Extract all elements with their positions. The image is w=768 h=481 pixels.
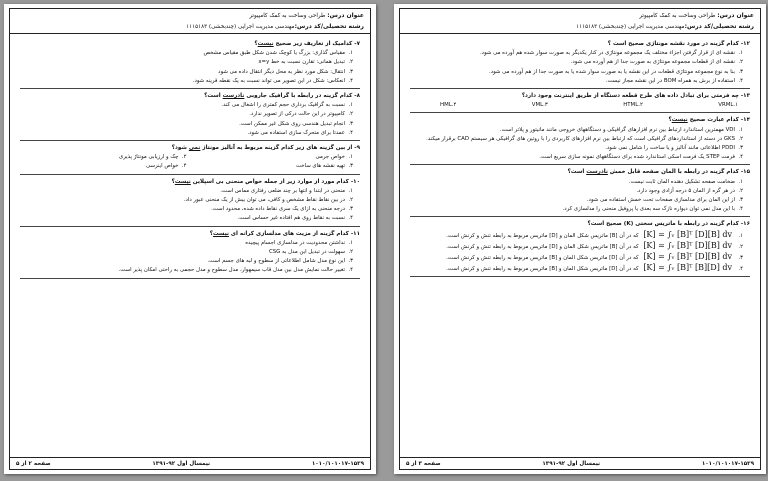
- option-text: که در آن [B] ماتریس شکل المان و [D] ماتریس مربوط به رابطه تنش و کرنش است.: [446, 232, 639, 239]
- option-number: ۲.: [638, 102, 643, 109]
- answer-option[interactable]: [20, 162, 187, 171]
- exam-code: ۱۰۱۰/۱۰۱۰۱۷-۱۵۲۹: [701, 460, 754, 467]
- option-number: ۱.: [348, 154, 353, 161]
- question-text: ۱۶- کدام گزینه در رابطه با ماتریس سختی (K) صحیح است؟: [587, 221, 750, 228]
- answer-option[interactable]: [20, 248, 360, 257]
- page-footer: [400, 457, 760, 469]
- option-text: نقشه ای از قرار گرفتن اجزاء مختلف یک مجموعه مونتاژی در کنار یکدیگر به صورت سوار شده هم آورده می شود.: [479, 50, 735, 57]
- page-frame: [9, 8, 371, 470]
- option-text: با این مدل نمی توان دیواره نازک سه بعدی یا پروفیل منحنی را مدلسازی کرد.: [562, 206, 735, 213]
- question-separator: [20, 226, 360, 227]
- option-number: ۱.: [733, 102, 738, 109]
- option-number: ۳.: [348, 120, 353, 127]
- answer-option[interactable]: [20, 239, 360, 248]
- option-text: خواص اینرسی: [146, 163, 179, 170]
- option-number: ۲.: [348, 111, 353, 118]
- page-header: [10, 9, 370, 34]
- answer-option[interactable]: [410, 153, 750, 162]
- option-number: ۱.: [738, 126, 743, 133]
- option-number: ۱.: [348, 102, 353, 109]
- option-number: ۲.: [738, 187, 743, 194]
- question-stem: [410, 116, 750, 125]
- option-number: ۴.: [348, 129, 353, 136]
- option-number: ۲.: [738, 135, 743, 142]
- question-separator: [20, 88, 360, 89]
- answer-option[interactable]: [20, 187, 360, 196]
- question-separator: [20, 140, 360, 141]
- question-separator: [410, 164, 750, 165]
- option-text: انعکاس: شکل در این تصویر می تواند نسبت به یک نقطه قرینه شود.: [192, 77, 345, 84]
- question-separator: [20, 174, 360, 175]
- question-stem: [20, 178, 360, 187]
- answer-option[interactable]: [410, 178, 750, 187]
- option-text: درجه منحنی به ازای یک سری نقاط داده شده، محدود است.: [211, 206, 345, 213]
- question-text: ۸- کدام گزینه در رابطه با گرافیک جاروبی: [246, 93, 360, 100]
- option-text: در هر گره از المان ۵ درجه آزادی وجود دارد.: [636, 187, 735, 194]
- option-text: انتقال: شکل مورد نظر به محل دیگر انتقال داده می شود: [218, 68, 345, 75]
- option-text: مقیاس گذاری: بزرگ یا کوچک شدن شکل طبق مقیاس مشخص: [203, 50, 345, 57]
- option-text: VML: [531, 102, 544, 109]
- course-title: طراحی وساخت به کمک کامپیوتر: [639, 13, 716, 19]
- page-footer: [10, 457, 370, 469]
- page-frame: [399, 8, 761, 470]
- option-text: فرمت STEP یک فرمت اسکی استاندارد شده برای دستگاههای نمونه سازی سریع است.: [539, 154, 735, 161]
- question-stem: [20, 40, 360, 49]
- option-number: ۴.: [738, 154, 743, 161]
- option-text: که در آن [D] ماتریس شکل المان و [B] ماتریس مربوط به رابطه تنش و کرنش است.: [446, 266, 639, 273]
- question-stem: [410, 40, 750, 49]
- question-separator: [410, 112, 750, 113]
- exam-page-left: [4, 4, 376, 474]
- option-number: ۲.: [738, 243, 743, 250]
- option-text: PDDI اطلاعاتی مانند آنالیز و یا ساخت را شامل نمی شود.: [605, 145, 735, 152]
- question-emphasis: نیست: [174, 178, 191, 185]
- option-text: در بین نقاط نقاط مشخص و کافی، می توان بیش از یک منحنی عبور داد.: [183, 197, 345, 204]
- page-header: [400, 9, 760, 34]
- option-number: ۳.: [738, 68, 743, 75]
- answer-option[interactable]: [410, 263, 750, 274]
- answer-option[interactable]: [410, 252, 750, 263]
- question-stem: [20, 92, 360, 101]
- question-text: ۱۵- کدام گزینه در رابطه با المان صفحه قابل خمش: [609, 169, 750, 176]
- option-text: عمدتا برای متحرک سازی استفاده می شود.: [247, 129, 345, 136]
- answer-option[interactable]: [410, 58, 750, 67]
- answer-option[interactable]: [410, 49, 750, 58]
- answer-option[interactable]: [20, 257, 360, 266]
- option-number: ۱.: [348, 50, 353, 57]
- option-text: ضخامت صفحه تشکیل دهنده المان ثابت نیست.: [628, 178, 735, 185]
- question-text: ۱۲- کدام گزینه در مورد نقشه مونتاژی صحیح است ؟: [607, 41, 750, 47]
- answer-option[interactable]: [20, 196, 360, 205]
- option-number: ۴.: [738, 77, 743, 84]
- answer-option[interactable]: [410, 196, 750, 205]
- options-grid: [20, 153, 360, 171]
- option-number: ۲.: [181, 154, 187, 161]
- option-number: ۳.: [348, 68, 353, 75]
- options-row: [410, 101, 750, 110]
- answer-option[interactable]: [20, 214, 360, 223]
- question-tail: ؟: [668, 117, 672, 124]
- option-text: خواص جرمی: [315, 154, 345, 161]
- question-text: ۱۴- کدام عبارت صحیح: [689, 117, 750, 124]
- option-text: این نوع مدل شامل اطلاعاتی از سطوح و لبه های جسم است.: [207, 258, 345, 265]
- option-number: ۴.: [348, 77, 353, 84]
- option-text: تهیه نقشه های ساخت: [295, 163, 345, 170]
- questions-area: [10, 34, 370, 279]
- question-separator: [410, 216, 750, 217]
- option-text: کامپیوتر در این حالت درکی از تصویر ندارد.: [249, 111, 345, 118]
- option-number: ۲.: [348, 249, 353, 256]
- option-text: VDI مهمترین استاندارد ارتباط بین نرم افزارهای گرافیکی و دستگاههای خروجی مانند مانیتور و پلاتر است.: [499, 126, 735, 133]
- option-number: ۳.: [348, 163, 353, 170]
- question-separator: [410, 276, 750, 277]
- option-text: انجام تبدیل هندسی روی شکل غیر ممکن است.: [239, 120, 345, 127]
- semester: نیمسال اول ۹۲-۱۳۹۱: [152, 460, 211, 467]
- option-text: که در آن [B] ماتریس شکل المان و [D] ماتریس مربوط به رابطه تنش و کرنش است.: [446, 243, 639, 250]
- option-number: ۴.: [451, 102, 457, 109]
- answer-option[interactable]: [20, 110, 360, 119]
- answer-option[interactable]: [440, 101, 456, 110]
- answer-option[interactable]: [20, 129, 360, 138]
- option-number: ۲.: [348, 197, 353, 204]
- option-text: نقشه ای از قطعات مجموعه مونتاژی به صورت جدا از هم آورده می شود.: [570, 59, 735, 66]
- option-text: نسبت به گرافیک برداری حجم کمتری را اشغال می کند.: [221, 102, 345, 109]
- answer-option[interactable]: [410, 205, 750, 214]
- question-text: ۱۳- چه فرمتی برای تبادل داده های طرح قطعه دستگاه از طریق اینترنت وجود دارد؟: [521, 93, 750, 100]
- answer-option[interactable]: [20, 101, 360, 110]
- option-number: ۱.: [348, 187, 353, 194]
- option-number: ۳.: [543, 102, 548, 109]
- option-number: ۴.: [348, 267, 353, 274]
- question-tail: است؟: [204, 93, 223, 100]
- stiffness-formula: [K] = ∫ᵥ [B]ᵀ [D][B] dv: [643, 252, 732, 262]
- answer-option[interactable]: [187, 162, 354, 171]
- questions-area: [400, 34, 760, 277]
- option-text: از این المان برای مدلسازی صفحات تحت خمش استفاده می شود.: [586, 197, 735, 204]
- question-text: ۱۱- کدام گزینه از مزیت های مدلسازی کرانه ای: [230, 230, 360, 237]
- question-stem: [20, 230, 360, 239]
- answer-option[interactable]: [20, 49, 360, 58]
- answer-option[interactable]: [20, 266, 360, 275]
- answer-option[interactable]: [410, 135, 750, 144]
- answer-option[interactable]: [20, 68, 360, 77]
- option-number: ۱.: [738, 232, 743, 239]
- answer-option[interactable]: [20, 58, 360, 67]
- option-text: بنا به نوع مجموعه مونتاژی قطعات در این نقشه یا به صورت سوار شده یا به صورت جدا از هم آورده می شود.: [489, 68, 735, 75]
- question-stem: [410, 92, 750, 101]
- answer-option[interactable]: [410, 241, 750, 252]
- question-tail: است؟: [567, 169, 587, 176]
- question-emphasis: نیست: [671, 117, 688, 124]
- field-label: رشته تحصیلی/کد درس:: [684, 22, 754, 30]
- question-emphasis: نادرست: [222, 93, 245, 100]
- question-separator: [20, 278, 360, 279]
- answer-option[interactable]: [410, 77, 750, 86]
- answer-option[interactable]: [718, 101, 738, 110]
- question-emphasis: نیست: [257, 41, 274, 47]
- question-tail: ؟: [209, 230, 213, 237]
- answer-option[interactable]: [20, 153, 187, 162]
- answer-option[interactable]: [20, 205, 360, 214]
- page-number: صفحه ۲ از ۵: [16, 460, 51, 467]
- answer-option[interactable]: [20, 77, 360, 86]
- question-separator: [410, 88, 750, 89]
- option-text: GKS در دسته از استانداردهای گرافیکی است که ارتباط بین نرم افزارهای کاربردی را با روتین های گرافیکی هر سیستم CAD برقرار میکند.: [426, 135, 735, 142]
- question-stem: [410, 168, 750, 177]
- option-text: HTML: [623, 102, 639, 109]
- option-number: ۴.: [738, 206, 743, 213]
- option-number: ۳.: [348, 206, 353, 213]
- exam-code: ۱۰۱۰/۱۰۱۰۱۷-۱۵۲۹: [311, 460, 364, 467]
- answer-option[interactable]: [410, 126, 750, 135]
- option-number: ۴.: [738, 266, 743, 273]
- answer-option[interactable]: [532, 101, 548, 110]
- course-title: طراحی وساخت به کمک کامپیوتر: [249, 13, 326, 19]
- question-stem: [410, 220, 750, 229]
- option-text: استفاده از برش به همراه BOM در این نقشه مجاز نیست.: [605, 77, 735, 84]
- question-emphasis: نیست: [212, 230, 229, 237]
- option-text: HML: [440, 102, 452, 109]
- field-code: مهندسی مدیریت اجرایی (چندبخشی) ۱۱۱۵۱۸۳: [186, 23, 295, 30]
- answer-option[interactable]: [410, 230, 750, 241]
- option-text: سهولت در تبدیل این مدل به CSG: [268, 249, 345, 256]
- option-text: VRML: [718, 102, 734, 109]
- question-text: ۱۰- کدام مورد از موارد زیر از جمله خواص منحنی بی اسپلاین: [192, 178, 360, 185]
- course-title-label: عنوان درس:: [327, 12, 364, 19]
- option-number: ۱.: [348, 239, 353, 246]
- option-text: که در آن [D] ماتریس شکل المان و [B] ماتریس مربوط به رابطه تنش و کرنش است.: [446, 255, 639, 262]
- answer-option[interactable]: [187, 153, 354, 162]
- answer-option[interactable]: [410, 144, 750, 153]
- answer-option[interactable]: [20, 120, 360, 129]
- stiffness-formula: [K] = ∫ᵥ [B]ᵀ [D][B] dv: [643, 240, 732, 250]
- option-number: ۴.: [181, 163, 187, 170]
- exam-page-right: [394, 4, 766, 474]
- stiffness-formula: [K] = ∫ᵥ [B]ᵀ [D][B] dv: [643, 229, 732, 239]
- question-tail: شود؟: [171, 145, 189, 152]
- field-label: رشته تحصیلی/کد درس:: [294, 22, 364, 30]
- answer-option[interactable]: [410, 68, 750, 77]
- question-emphasis: نمی: [188, 145, 201, 152]
- option-number: ۱.: [738, 50, 743, 57]
- option-number: ۳.: [738, 145, 743, 152]
- option-text: تبدیل همانی: تقارن نسبت به خط x=y: [258, 59, 345, 66]
- option-number: ۳.: [348, 258, 353, 265]
- question-tail: ؟: [254, 41, 258, 47]
- course-title-label: عنوان درس:: [717, 12, 754, 19]
- question-text: ۹- از بین گزینه های زیر کدام گزینه مربوط به آنالیز مونتاژ: [202, 145, 360, 152]
- option-number: ۳.: [738, 255, 743, 262]
- answer-option[interactable]: [410, 187, 750, 196]
- option-text: تغییر حالت نمایش مدل بین مدل قاب سیمهوار، مدل سطوح و مدل حجمی به راحتی امکان پذیر است.: [118, 267, 345, 274]
- option-number: ۴.: [348, 215, 353, 222]
- option-text: چک و ارزیابی مونتاژ پذیری: [118, 154, 179, 161]
- answer-option[interactable]: [623, 101, 643, 110]
- question-text: ۷- کدامیک از تعاریف زیر صحیح: [275, 41, 360, 47]
- semester: نیمسال اول ۹۲-۱۳۹۱: [542, 460, 601, 467]
- option-text: نداشتن محدودیت در مدلسازی اجسام پیچیده: [245, 239, 345, 246]
- option-text: نسبت به نقاط روی هم افتاده غیر حساس است.: [237, 215, 345, 222]
- option-number: ۳.: [738, 197, 743, 204]
- option-number: ۲.: [738, 59, 743, 66]
- option-number: ۲.: [348, 59, 353, 66]
- question-tail: ؟: [171, 178, 175, 185]
- question-stem: [20, 144, 360, 153]
- question-emphasis: نادرست: [586, 169, 608, 176]
- page-number: صفحه ۳ از ۵: [406, 460, 441, 467]
- option-number: ۱.: [738, 178, 743, 185]
- field-code: مهندسی مدیریت اجرایی (چندبخشی) ۱۱۱۵۱۸۳: [576, 23, 685, 30]
- stiffness-formula: [K] = ∫ᵥ [B]ᵀ [B][D] dv: [643, 263, 732, 273]
- option-text: منحنی در ابتدا و انتها بر چند ضلعی رفتاری مماس است.: [220, 187, 345, 194]
